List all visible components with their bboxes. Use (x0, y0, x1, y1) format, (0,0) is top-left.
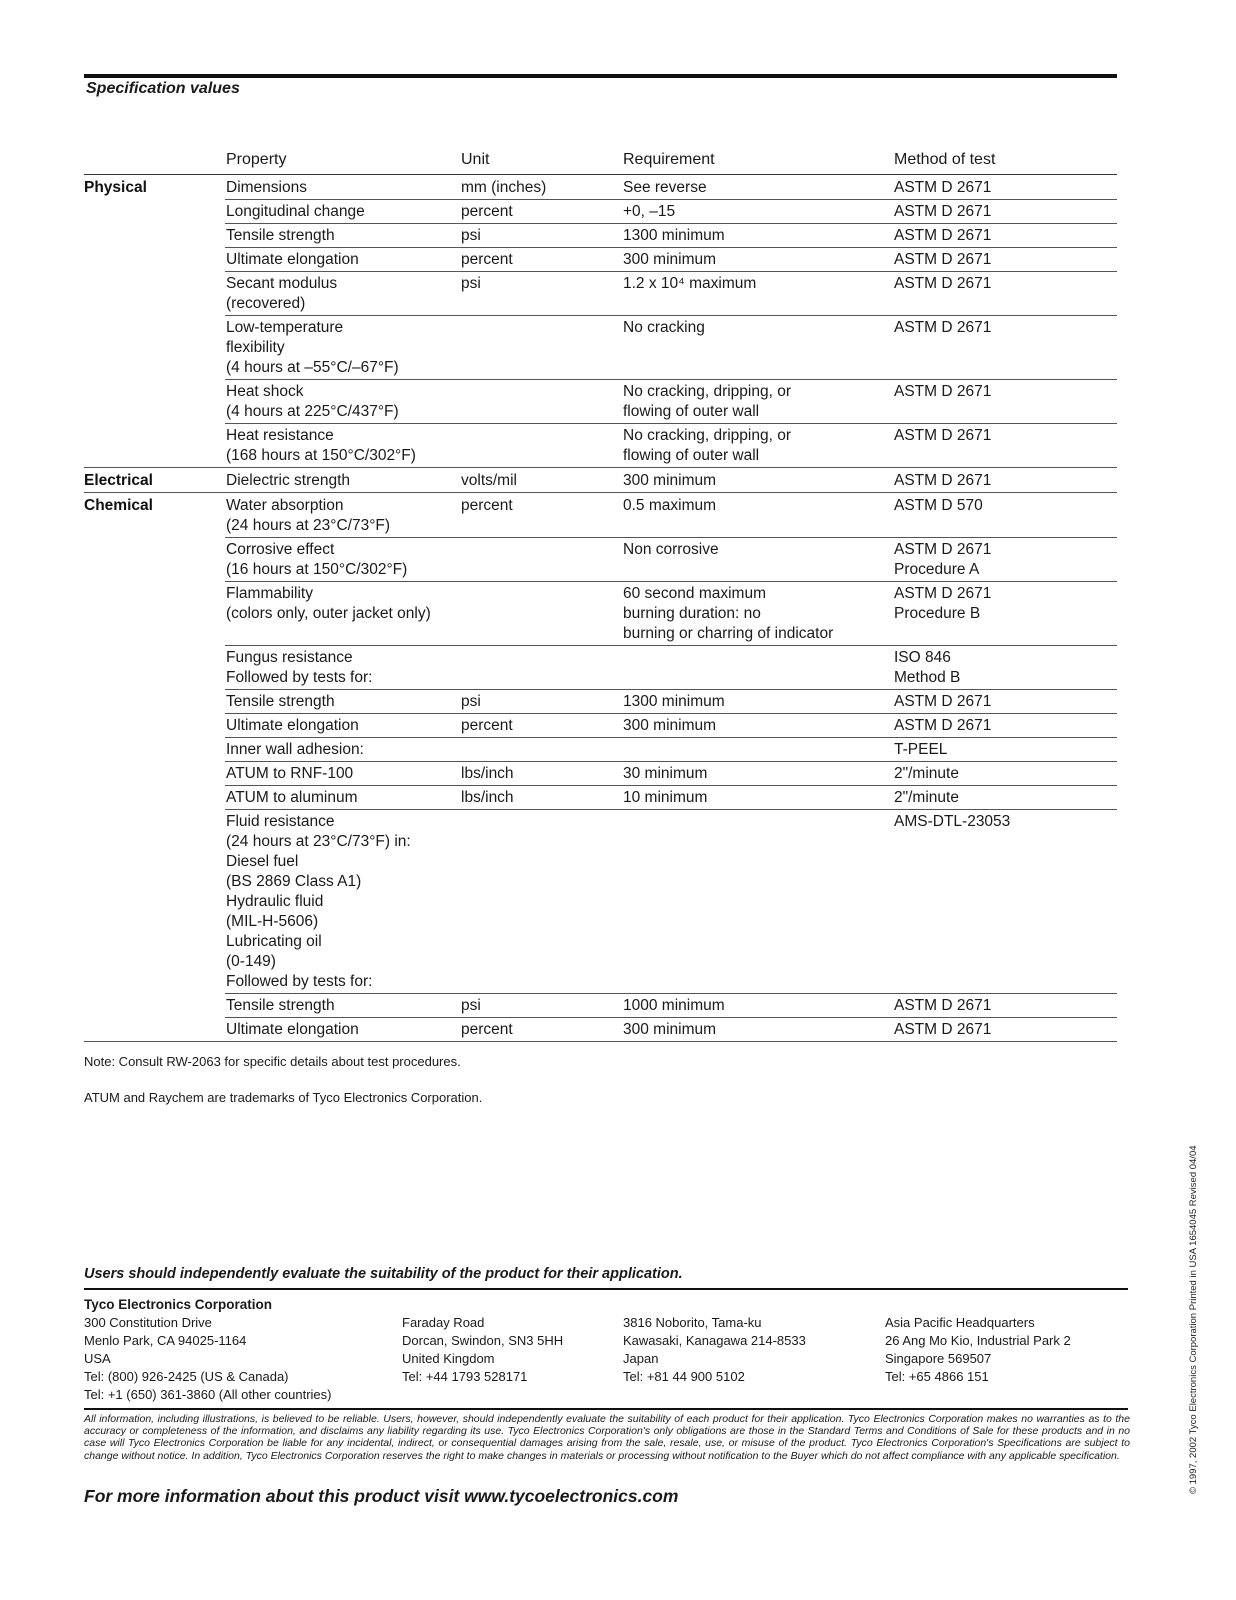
address-uk (402, 1314, 563, 1386)
table-row (84, 785, 1117, 809)
row-category: Physical (84, 179, 147, 196)
row-requirement: See reverse (623, 179, 707, 196)
table-row (84, 271, 1117, 315)
table-row (84, 713, 1117, 737)
table-row (84, 247, 1117, 271)
copyright-side-text: © 1997, 2002 Tyco Electronics Corporation Printed in USA 1654045 Revised 04/04 (1188, 1145, 1199, 1494)
header-unit: Unit (461, 151, 490, 168)
row-unit: psi (461, 997, 481, 1014)
row-method: ASTM D 2671 (894, 319, 992, 336)
row-unit: lbs/inch (461, 789, 514, 806)
row-property: Ultimate elongation (226, 1021, 359, 1038)
table-row (84, 809, 1117, 993)
row-requirement: +0, –15 (623, 203, 676, 220)
row-property: ATUM to aluminum (226, 789, 358, 806)
row-method: ISO 846 Method B (894, 649, 961, 686)
address-usa (84, 1314, 332, 1404)
table-row (84, 223, 1117, 247)
address-line: Menlo Park, CA 94025-1164 (84, 1333, 247, 1348)
table-row (84, 423, 1117, 468)
row-method: ASTM D 2671 (894, 227, 992, 244)
row-property: Fluid resistance (24 hours at 23°C/73°F) in: Diesel fuel (BS 2869 Class A1) Hydraulic fluid (MIL-H-5606) Lubricating oil (0-149) Followed by tests for: (226, 813, 411, 990)
table-row (84, 993, 1117, 1017)
note-text: Note: Consult RW-2063 for specific details about test procedures. (84, 1054, 461, 1069)
address-line: Singapore 569507 (885, 1351, 992, 1366)
row-method: ASTM D 2671 (894, 427, 992, 444)
disclaimer-text: All information, including illustrations, is believed to be reliable. Users, however, should independently evaluate the suitability of each product for their application. Tyco Electronics Corporation makes no warranties as to the accuracy or completeness of the information, and disclaims any liability regarding its use. Tyco Electronics Corporation's only obligations are those in the Standard Terms and Conditions of Sale for these products and in no case will Tyco Electronics Corporation be liable for any incidental, indirect, or consequential damages arising from the sale, resale, use, or misuse of the product. Tyco Electronics Corporation's Specifications are subject to change without notice. In addition, Tyco Electronics Corporation reserves the right to make changes in materials or processing without notification to the Buyer which do not affect compliance with any applicable specification. (84, 1413, 1130, 1462)
row-method: ASTM D 2671 (894, 251, 992, 268)
row-method: 2"/minute (894, 765, 959, 782)
address-line: Kawasaki, Kanagawa 214-8533 (623, 1333, 806, 1348)
address-asia-pacific (885, 1314, 1071, 1386)
row-method: ASTM D 2671 (894, 275, 992, 292)
more-info-link[interactable]: For more information about this product visit www.tycoelectronics.com (84, 1486, 679, 1506)
table-body (84, 175, 1117, 1042)
row-unit: mm (inches) (461, 179, 547, 196)
table-row (84, 537, 1117, 581)
row-unit: lbs/inch (461, 765, 514, 782)
row-requirement: 60 second maximum burning duration: no burning or charring of indicator (623, 585, 834, 642)
table-row (84, 468, 1117, 493)
header-method: Method of test (894, 151, 996, 168)
row-requirement: 1300 minimum (623, 693, 725, 710)
header-property: Property (226, 151, 287, 168)
row-method: ASTM D 2671 (894, 1021, 992, 1038)
row-method: ASTM D 2671 Procedure B (894, 585, 992, 622)
row-unit: percent (461, 717, 513, 734)
row-requirement: No cracking (623, 319, 705, 336)
row-unit: percent (461, 251, 513, 268)
row-method: ASTM D 2671 (894, 472, 992, 489)
row-property: Ultimate elongation (226, 717, 359, 734)
row-property: Corrosive effect (16 hours at 150°C/302°F) (226, 541, 408, 578)
table-row (84, 379, 1117, 423)
row-unit: psi (461, 227, 481, 244)
row-property: Dielectric strength (226, 472, 351, 489)
header-requirement: Requirement (623, 151, 715, 168)
row-property: Heat resistance (168 hours at 150°C/302°F) (226, 427, 416, 464)
row-requirement: 300 minimum (623, 717, 717, 734)
address-line: Tel: +81 44 900 5102 (623, 1369, 745, 1384)
row-method: ASTM D 570 (894, 497, 983, 514)
row-requirement: 1300 minimum (623, 227, 725, 244)
row-property: Inner wall adhesion: (226, 741, 364, 758)
table-row (84, 581, 1117, 645)
address-line: 26 Ang Mo Kio, Industrial Park 2 (885, 1333, 1071, 1348)
row-method: ASTM D 2671 (894, 203, 992, 220)
row-category: Chemical (84, 497, 153, 514)
row-property: Longitudinal change (226, 203, 365, 220)
trademark-text: ATUM and Raychem are trademarks of Tyco Electronics Corporation. (84, 1090, 483, 1105)
row-method: ASTM D 2671 (894, 997, 992, 1014)
row-method: ASTM D 2671 (894, 383, 992, 400)
table-row (84, 493, 1117, 537)
row-method: ASTM D 2671 (894, 717, 992, 734)
address-line: Japan (623, 1351, 659, 1366)
row-method: AMS-DTL-23053 (894, 813, 1011, 830)
row-requirement: No cracking, dripping, or flowing of outer wall (623, 383, 791, 420)
row-requirement: 300 minimum (623, 472, 717, 489)
row-unit: percent (461, 1021, 513, 1038)
row-property: ATUM to RNF-100 (226, 765, 354, 782)
row-unit: volts/mil (461, 472, 517, 489)
row-requirement: 300 minimum (623, 1021, 717, 1038)
footer-rule (84, 1288, 1128, 1290)
address-japan (623, 1314, 806, 1386)
top-rule (84, 74, 1117, 78)
address-line: 300 Constitution Drive (84, 1315, 212, 1330)
row-requirement: 1.2 x 10⁴ maximum (623, 275, 757, 292)
row-method: ASTM D 2671 (894, 693, 992, 710)
address-line: USA (84, 1351, 111, 1366)
row-unit: psi (461, 275, 481, 292)
row-method: 2"/minute (894, 789, 959, 806)
table-row (84, 199, 1117, 223)
row-property: Tensile strength (226, 693, 335, 710)
row-property: Ultimate elongation (226, 251, 359, 268)
row-property: Fungus resistance Followed by tests for: (226, 649, 373, 686)
row-property: Flammability (colors only, outer jacket only) (226, 585, 431, 622)
address-line: Faraday Road (402, 1315, 485, 1330)
address-line: Asia Pacific Headquarters (885, 1315, 1035, 1330)
row-requirement: 10 minimum (623, 789, 708, 806)
address-line: Tel: +44 1793 528171 (402, 1369, 528, 1384)
row-unit: psi (461, 693, 481, 710)
row-unit: percent (461, 203, 513, 220)
users-notice: Users should independently evaluate the suitability of the product for their application. (84, 1266, 683, 1282)
row-requirement: 1000 minimum (623, 997, 725, 1014)
row-property: Heat shock (4 hours at 225°C/437°F) (226, 383, 399, 420)
table-row (84, 689, 1117, 713)
address-line: Dorcan, Swindon, SN3 5HH (402, 1333, 564, 1348)
address-line: 3816 Noborito, Tama-ku (623, 1315, 762, 1330)
row-requirement: Non corrosive (623, 541, 719, 558)
row-property: Dimensions (226, 179, 307, 196)
company-name: Tyco Electronics Corporation (84, 1297, 273, 1312)
address-line: Tel: +65 4866 151 (885, 1369, 989, 1384)
address-line: Tel: +1 (650) 361-3860 (All other countries) (84, 1387, 332, 1402)
table-row (84, 315, 1117, 379)
row-requirement: 30 minimum (623, 765, 708, 782)
row-property: Water absorption (24 hours at 23°C/73°F) (226, 497, 391, 534)
row-method: ASTM D 2671 Procedure A (894, 541, 992, 578)
row-method: T-PEEL (894, 741, 948, 758)
section-title: Specification values (86, 80, 240, 97)
table-header (84, 150, 1117, 175)
address-line: Tel: (800) 926-2425 (US & Canada) (84, 1369, 289, 1384)
table-row (84, 761, 1117, 785)
address-line: United Kingdom (402, 1351, 495, 1366)
table-row (84, 175, 1117, 199)
spec-table (84, 150, 1117, 1042)
row-property: Tensile strength (226, 227, 335, 244)
table-row (84, 645, 1117, 689)
row-requirement: 300 minimum (623, 251, 717, 268)
row-property: Tensile strength (226, 997, 335, 1014)
row-category: Electrical (84, 472, 153, 489)
row-property: Low-temperature flexibility (4 hours at –55°C/–67°F) (226, 319, 399, 376)
table-row (84, 1017, 1117, 1042)
disclaimer-rule (84, 1408, 1128, 1410)
row-method: ASTM D 2671 (894, 179, 992, 196)
row-requirement: No cracking, dripping, or flowing of outer wall (623, 427, 791, 464)
row-unit: percent (461, 497, 513, 514)
row-requirement: 0.5 maximum (623, 497, 717, 514)
table-row (84, 737, 1117, 761)
row-property: Secant modulus (recovered) (226, 275, 338, 312)
